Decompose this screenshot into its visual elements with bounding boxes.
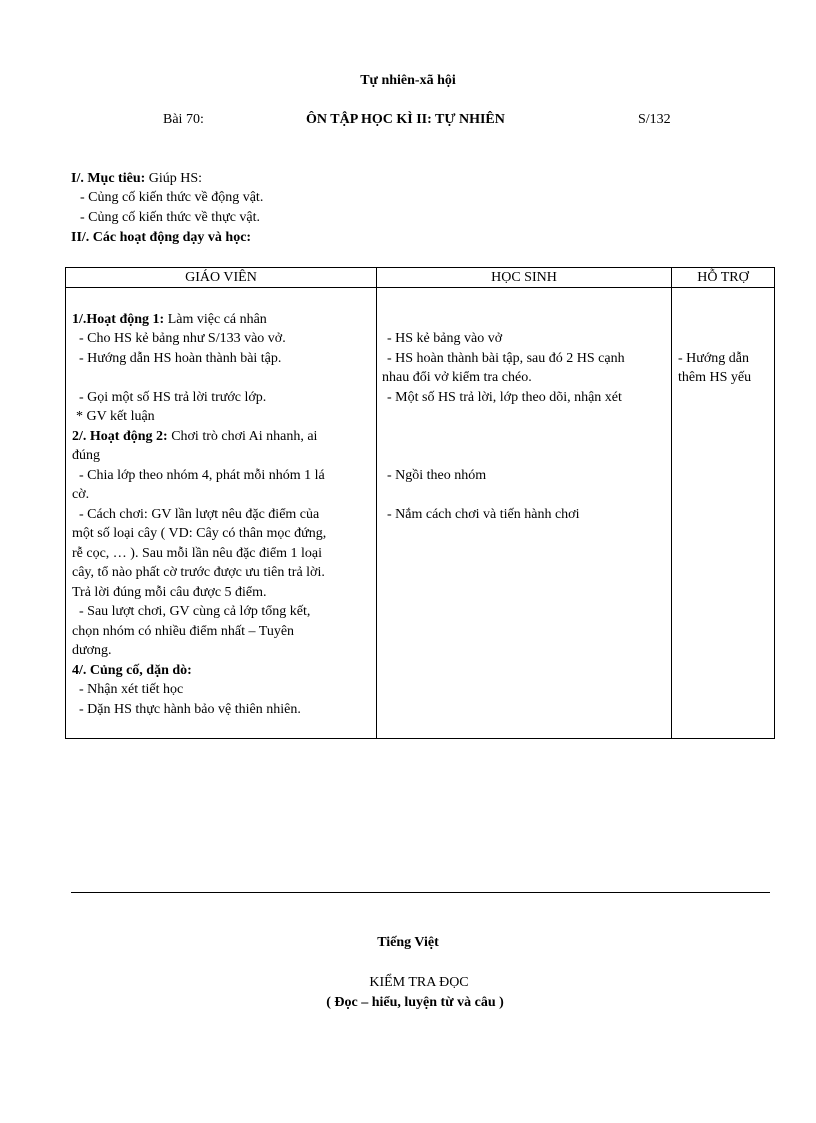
lesson-title: ÔN TẬP HỌC KÌ II: TỰ NHIÊN [306,112,505,127]
student-line: - HS hoàn thành bài tập, sau đó 2 HS cạnh [387,351,625,366]
student-line: - Một số HS trả lời, lớp theo dõi, nhận xét [387,390,622,405]
table-header-row [66,268,775,288]
next-lesson-title: KIỂM TRA ĐỌC [369,975,469,990]
objective-item: - Củng cố kiến thức về động vật. [80,190,264,205]
student-line: - Nắm cách chơi và tiến hành chơi [387,507,580,522]
teacher-column [66,288,377,739]
objectives-heading-label: I/. Mục tiêu: [71,171,146,186]
table-body-row [66,288,775,739]
teacher-line: một số loại cây ( VD: Cây có thân mọc đứng, [72,526,327,541]
lesson-number: Bài 70: [163,112,204,127]
teacher-line: cây, tổ nào phất cờ trước được ưu tiên trả lời. [72,565,325,580]
activity-1-title: 1/.Hoạt động 1: [72,312,165,327]
lesson-table [65,267,775,739]
header-student: HỌC SINH [377,268,672,288]
activity-2-desc: Chơi trò chơi Ai nhanh, ai [167,429,318,444]
teacher-line: * GV kết luận [76,409,155,424]
objective-item: - Củng cố kiến thức về thực vật. [80,210,261,225]
teacher-line: - Hướng dẫn HS hoàn thành bài tập. [79,351,282,366]
teacher-line: - Chia lớp theo nhóm 4, phát mỗi nhóm 1 lá [79,468,325,483]
activity-1-desc: Làm việc cá nhân [164,312,267,327]
activity-4-title: 4/. Củng cố, dặn dò: [72,663,192,678]
section-divider [71,892,770,893]
objectives-heading-tail: Giúp HS: [145,171,203,186]
teacher-line: cờ. [72,487,90,502]
activity-1-heading [72,310,267,329]
header-support: HỖ TRỢ [672,268,775,288]
activity-2-title: 2/. Hoạt động 2: [72,429,168,444]
support-line: thêm HS yếu [678,370,752,385]
student-line: nhau đổi vở kiểm tra chéo. [382,370,532,385]
teacher-line: rễ cọc, … ). Sau mỗi lần nêu đặc điểm 1 loại [72,546,322,561]
teacher-line: - Dặn HS thực hành bảo vệ thiên nhiên. [79,702,301,717]
teacher-line: - Gọi một số HS trả lời trước lớp. [79,390,267,405]
teacher-line: chọn nhóm có nhiều điểm nhất – Tuyên [72,624,295,639]
next-lesson-subtitle: ( Đọc – hiểu, luyện từ và câu ) [326,995,504,1010]
activity-2-heading [72,427,317,446]
teacher-line: đúng [72,448,100,463]
teacher-line: - Cách chơi: GV lần lượt nêu đặc điểm của [79,507,320,522]
teacher-line: Trả lời đúng mỗi câu được 5 điểm. [72,585,267,600]
activities-heading: II/. Các hoạt động dạy và học: [71,230,252,245]
support-column [672,288,775,739]
subject-title: Tự nhiên-xã hội [360,73,456,88]
student-column [377,288,672,739]
student-line: - Ngồi theo nhóm [387,468,487,483]
objectives-heading [71,171,202,187]
page-reference: S/132 [638,112,671,127]
next-subject-title: Tiếng Việt [377,935,439,950]
teacher-line: - Sau lượt chơi, GV cùng cả lớp tổng kết, [79,604,311,619]
teacher-line: dương. [72,643,112,658]
support-line: - Hướng dẫn [678,351,749,366]
header-teacher: GIÁO VIÊN [66,268,377,288]
teacher-line: - Nhận xét tiết học [79,682,184,697]
student-line: - HS kẻ bảng vào vở [387,331,503,346]
teacher-line: - Cho HS kẻ bảng như S/133 vào vở. [79,331,286,346]
